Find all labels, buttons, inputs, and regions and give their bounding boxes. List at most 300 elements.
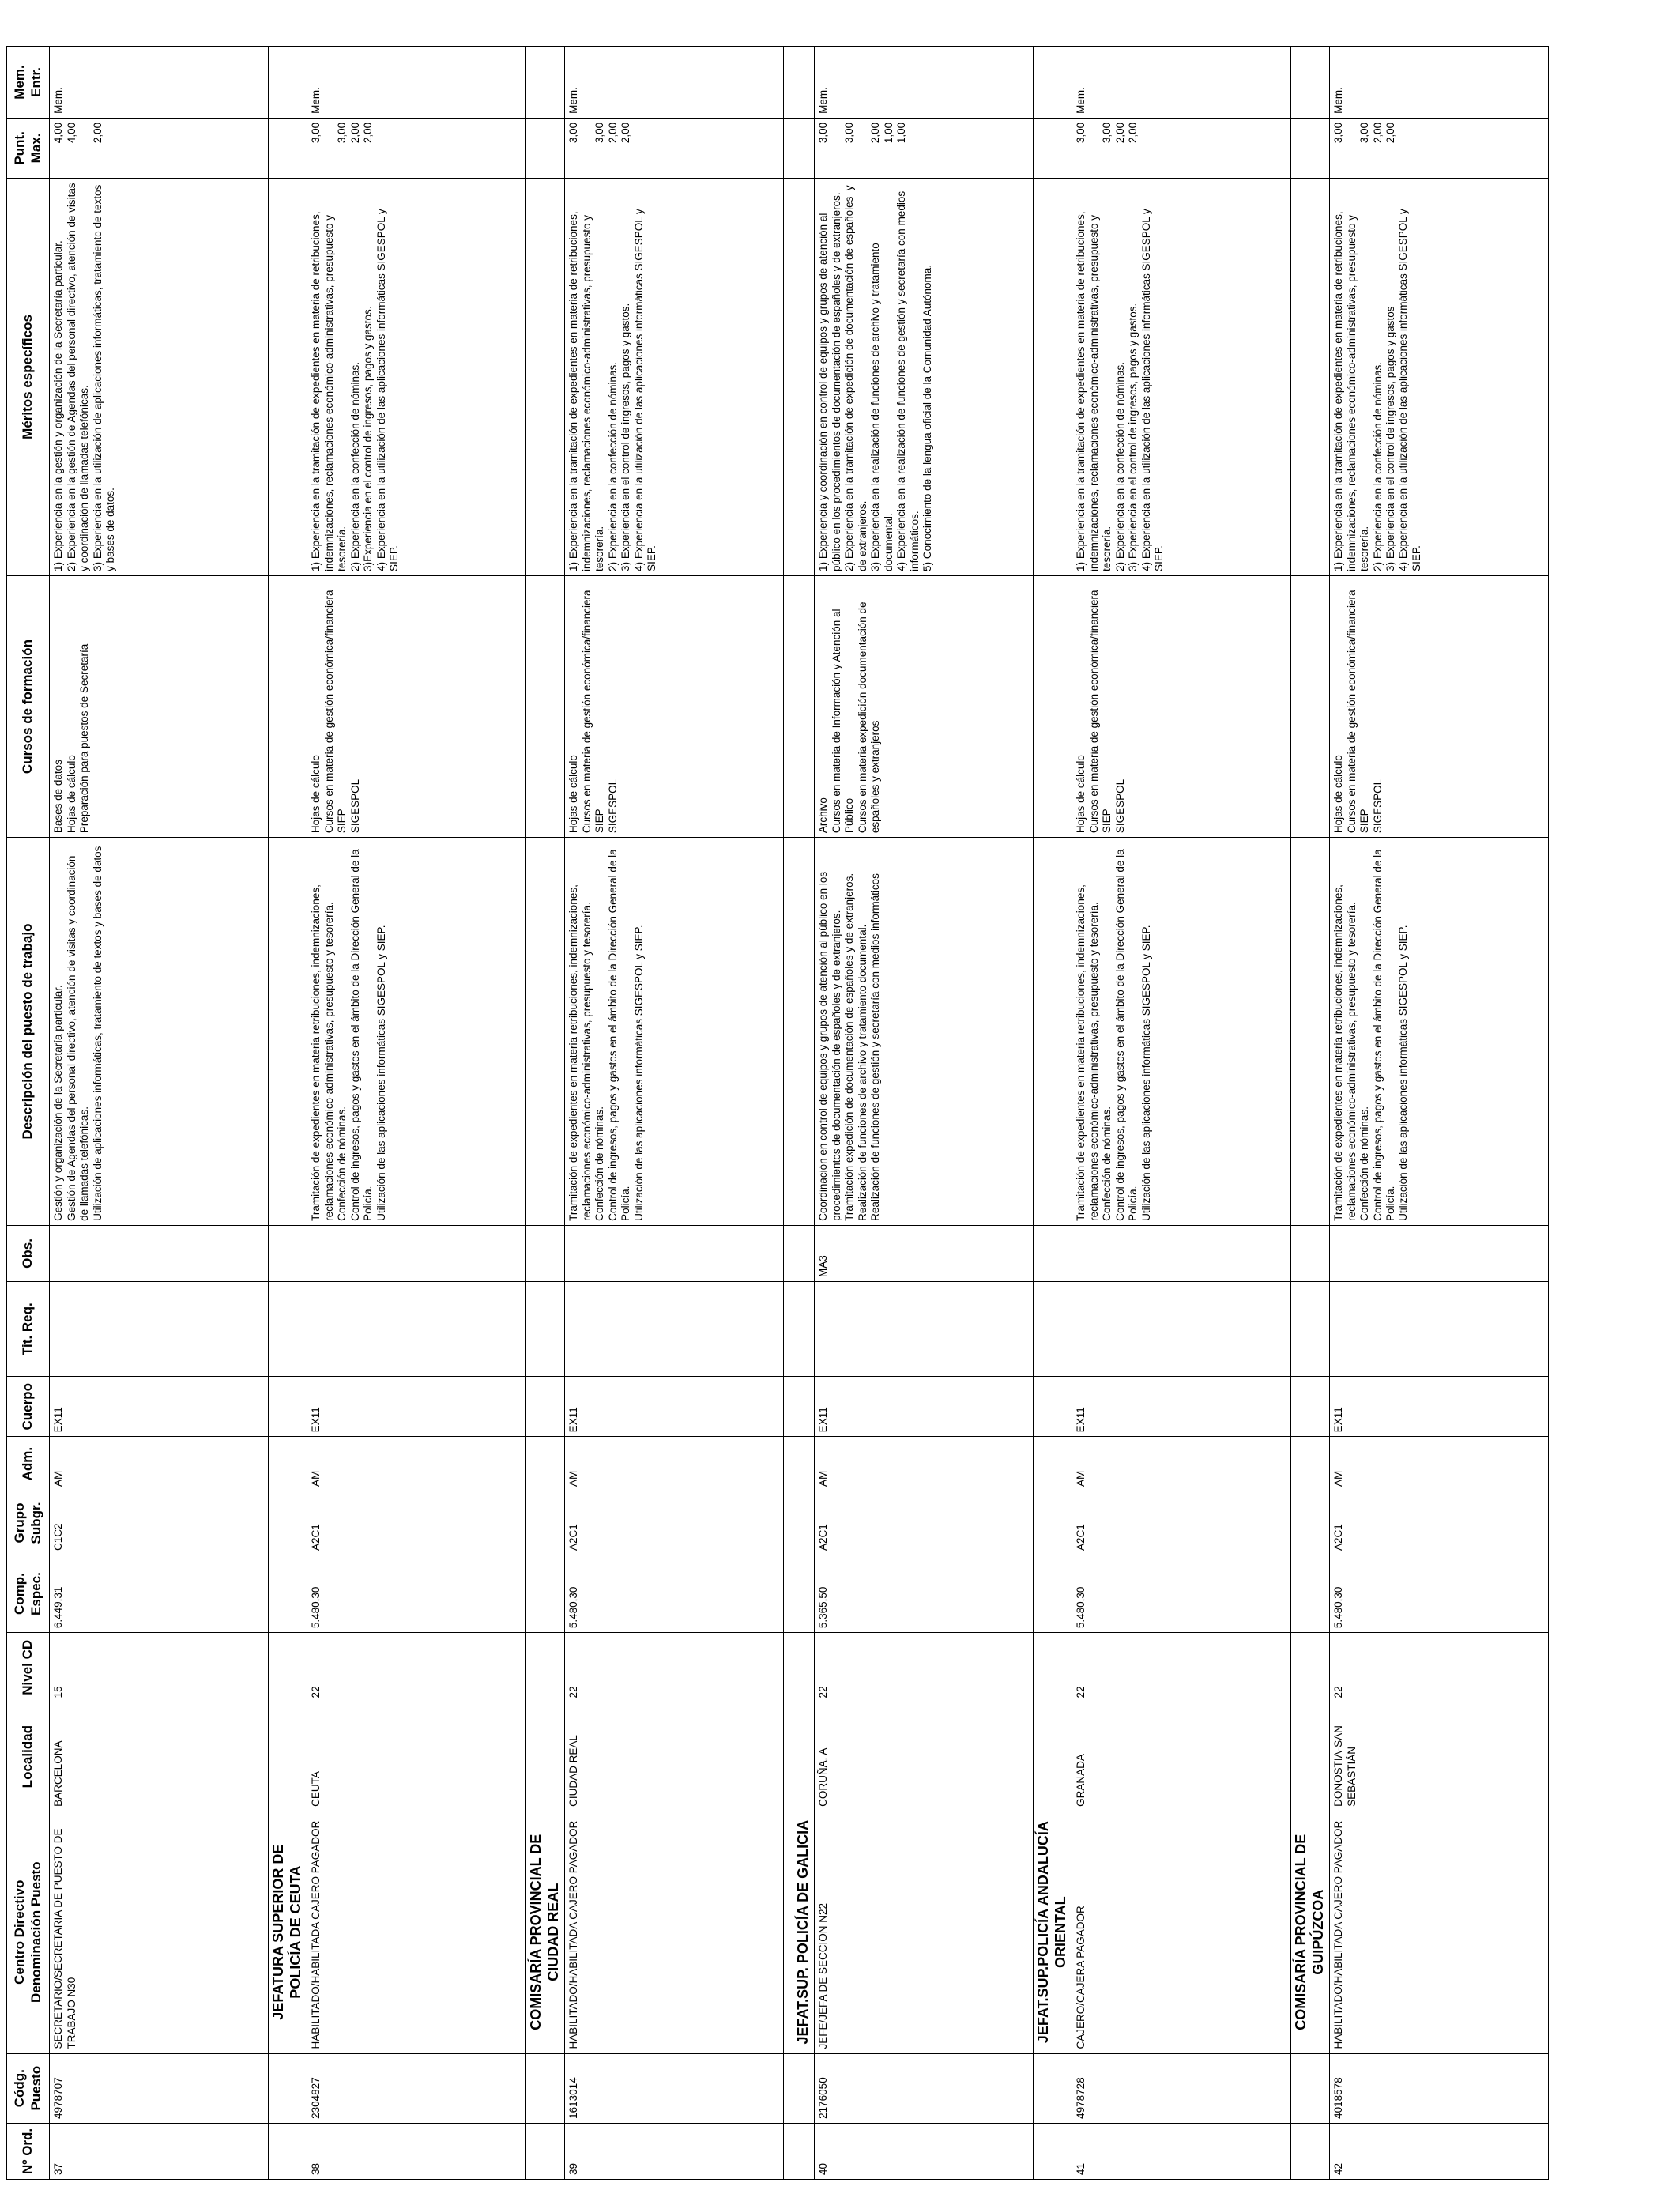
merito-line: 3)Experiencia en el control de ingresos, pagos y gastos. — [362, 306, 375, 571]
curso-line: Hojas de cálculo — [310, 755, 322, 834]
section-empty-cell — [1034, 838, 1072, 1226]
section-empty-cell — [526, 838, 565, 1226]
complemento-cell: 5.365,50 — [815, 1555, 1034, 1632]
localidad-cell: CIUDAD REAL — [565, 1702, 784, 1811]
denominacion-cell: SECRETARIO/SECRETARIA DE PUESTO DE TRABAJO N30 — [50, 1811, 269, 2053]
section-empty-cell — [269, 1225, 307, 1281]
header-obs: Obs. — [7, 1225, 50, 1281]
section-empty-cell — [1034, 1282, 1072, 1377]
section-empty-cell — [784, 178, 815, 575]
puntos-cell — [50, 118, 269, 178]
section-title: JEFAT.SUP. POLICÍA DE GALICIA — [784, 1811, 815, 2053]
section-empty-cell — [784, 575, 815, 837]
section-empty-cell — [526, 118, 565, 178]
curso-line: SIGESPOL — [606, 778, 619, 834]
descripcion-cell — [1072, 838, 1291, 1226]
adm-cell: AM — [815, 1437, 1034, 1491]
punto-value: 2,00 — [620, 122, 632, 144]
section-empty-cell — [269, 2123, 307, 2179]
cuerpo-cell: EX11 — [815, 1377, 1034, 1437]
descripcion-line: Utilización de las aplicaciones informáticas SIGESPOL y SIEP. — [632, 925, 645, 1221]
grupo-cell: C1C2 — [50, 1491, 269, 1555]
denominacion-cell: CAJERO/CAJERA PAGADOR — [1072, 1811, 1291, 2053]
punto-value: 4,00 — [52, 122, 65, 144]
section-row — [784, 47, 815, 2180]
section-empty-cell — [784, 1225, 815, 1281]
localidad-cell: GRANADA — [1072, 1702, 1291, 1811]
descripcion-cell — [815, 838, 1034, 1226]
descripcion-line: Gestión de Agendas del personal directivo, atención de visitas y coordinación de llamadas telefónicas. — [65, 852, 91, 1221]
descripcion-line: Confección de nóminas. — [1358, 1106, 1371, 1221]
descripcion-line: Gestión y organización de la Secretaría particular. — [52, 985, 65, 1221]
punto-value: 3,00 — [567, 122, 580, 144]
section-empty-cell — [269, 575, 307, 837]
curso-line: Hojas de cálculo — [567, 755, 580, 834]
descripcion-line: Utilización de las aplicaciones informáticas SIGESPOL y SIEP. — [375, 925, 387, 1221]
section-empty-cell — [1291, 178, 1330, 575]
grupo-cell: A2C1 — [1072, 1491, 1291, 1555]
section-empty-cell — [269, 1282, 307, 1377]
section-row — [269, 47, 307, 2180]
section-empty-cell — [1291, 2053, 1330, 2123]
titulacion-cell — [1072, 1282, 1291, 1377]
curso-line: Hojas de cálculo — [65, 755, 77, 834]
punto-value: 2,00 — [1127, 122, 1139, 144]
section-empty-cell — [1034, 1555, 1072, 1632]
table-row — [1330, 47, 1549, 2180]
punto-value: 3,00 — [843, 122, 856, 144]
grupo-cell: A2C1 — [815, 1491, 1034, 1555]
section-empty-cell — [1291, 1633, 1330, 1702]
cursos-cell — [815, 575, 1034, 837]
orden-cell: 38 — [307, 2123, 526, 2179]
descripcion-line: Realización de funciones de archivo y tratamiento documental. — [856, 924, 868, 1221]
punto-value — [78, 123, 91, 174]
nivel-cell: 22 — [1330, 1633, 1549, 1702]
section-empty-cell — [784, 1702, 815, 1811]
section-empty-cell — [1291, 1491, 1330, 1555]
denominacion-cell: HABILITADO/HABILITADA CAJERO PAGADOR — [307, 1811, 526, 2053]
section-empty-cell — [1291, 2123, 1330, 2179]
punto-value: 2,00 — [362, 122, 375, 144]
denominacion-cell: HABILITADO/HABILITADA CAJERO PAGADOR — [565, 1811, 784, 2053]
curso-line: Hojas de cálculo — [1075, 755, 1087, 834]
denominacion-cell: HABILITADO/HABILITADA CAJERO PAGADOR — [1330, 1811, 1549, 2053]
section-title: JEFAT.SUP.POLICÍA ANDALUCÍA ORIENTAL — [1034, 1811, 1072, 2053]
obs-cell: MA3 — [815, 1225, 1034, 1281]
merito-line: 3) Experiencia en el control de ingresos, pagos y gastos. — [1127, 303, 1139, 571]
obs-cell — [1072, 1225, 1291, 1281]
merito-line: 3) Experiencia en la utilización de aplicaciones informáticas, tratamiento de textos y bases de datos. — [91, 181, 117, 571]
section-empty-cell — [526, 1555, 565, 1632]
meritos-cell — [815, 178, 1034, 575]
descripcion-line: Control de ingresos, pagos y gastos en el ámbito de la Dirección General de la Policía. — [348, 846, 375, 1221]
punto-value: 3,00 — [336, 122, 348, 144]
section-empty-cell — [1291, 1377, 1330, 1437]
section-empty-cell — [269, 1633, 307, 1702]
header-localidad: Localidad — [7, 1702, 50, 1811]
curso-line: Cursos en materia de Información y Atención al Público — [830, 605, 856, 834]
merito-line: 3) Experiencia en el control de ingresos, pagos y gastos. — [620, 303, 632, 571]
section-empty-cell — [526, 1633, 565, 1702]
merito-line: 1) Experiencia y coordinación en control de equipos y grupos de atención al público en los procedimientos de documentación de españoles y de extranjeros. — [817, 192, 842, 571]
localidad-cell: CORUÑA, A — [815, 1702, 1034, 1811]
section-empty-cell — [784, 1633, 815, 1702]
section-empty-cell — [526, 2123, 565, 2179]
punto-value — [323, 123, 336, 174]
section-empty-cell — [784, 2123, 815, 2179]
section-empty-cell — [784, 1491, 815, 1555]
descripcion-line: Realización de funciones de gestión y secretaría con medios informáticos — [869, 873, 882, 1221]
curso-line: Cursos en materia expedición documentación de españoles y extranjeros — [856, 598, 882, 834]
descripcion-line: Utilización de aplicaciones informáticas, tratamiento de textos y bases de datos — [91, 846, 104, 1221]
descripcion-cell — [307, 838, 526, 1226]
memoria-cell: Mem. — [565, 47, 784, 119]
header-comp: Comp. Espec. — [7, 1555, 50, 1632]
section-empty-cell — [1291, 1225, 1330, 1281]
section-empty-cell — [526, 1491, 565, 1555]
section-empty-cell — [526, 2053, 565, 2123]
codigo-cell: 2176050 — [815, 2053, 1034, 2123]
punto-value: 3,00 — [817, 122, 830, 144]
section-empty-cell — [526, 1702, 565, 1811]
cursos-cell — [307, 575, 526, 837]
titulacion-cell — [565, 1282, 784, 1377]
section-empty-cell — [1034, 1491, 1072, 1555]
header-row — [7, 47, 50, 2180]
section-empty-cell — [1034, 1225, 1072, 1281]
section-empty-cell — [784, 47, 815, 119]
descripcion-line: Control de ingresos, pagos y gastos en el ámbito de la Dirección General de la Policía. — [1371, 846, 1396, 1221]
cursos-cell — [565, 575, 784, 837]
obs-cell — [1330, 1225, 1549, 1281]
section-title: COMISARÍA PROVINCIAL DE CIUDAD REAL — [526, 1811, 565, 2053]
section-empty-cell — [784, 1282, 815, 1377]
header-puntos: Punt. Max. — [7, 118, 50, 178]
descripcion-line: Confección de nóminas. — [1101, 1106, 1113, 1221]
orden-cell: 41 — [1072, 2123, 1291, 2179]
codigo-cell: 4018578 — [1330, 2053, 1549, 2123]
orden-cell: 40 — [815, 2123, 1034, 2179]
nivel-cell: 22 — [1072, 1633, 1291, 1702]
table-row — [50, 47, 269, 2180]
section-empty-cell — [1291, 1437, 1330, 1491]
header-memoria: Mem. Entr. — [7, 47, 50, 119]
section-empty-cell — [784, 118, 815, 178]
section-empty-cell — [784, 1437, 815, 1491]
section-empty-cell — [1291, 838, 1330, 1226]
section-empty-cell — [784, 1377, 815, 1437]
punto-value: 1,00 — [882, 122, 895, 144]
job-posts-table — [6, 46, 1549, 2180]
section-empty-cell — [784, 1555, 815, 1632]
curso-line: Preparación para puestos de Secretaría — [78, 643, 91, 834]
punto-value — [831, 123, 843, 174]
orden-cell: 37 — [50, 2123, 269, 2179]
section-empty-cell — [1291, 47, 1330, 119]
complemento-cell: 5.480,30 — [307, 1555, 526, 1632]
localidad-cell: BARCELONA — [50, 1702, 269, 1811]
section-title: COMISARÍA PROVINCIAL DE GUIPÚZCOA — [1291, 1811, 1330, 2053]
section-empty-cell — [526, 575, 565, 837]
cursos-cell — [1072, 575, 1291, 837]
curso-line: SIEP — [1358, 809, 1371, 834]
cuerpo-cell: EX11 — [1072, 1377, 1291, 1437]
merito-line: 4) Experiencia en la utilización de las aplicaciones informáticas SIGESPOL y SIEP. — [375, 205, 401, 571]
section-empty-cell — [1034, 47, 1072, 119]
section-empty-cell — [1034, 2053, 1072, 2123]
section-empty-cell — [1034, 2123, 1072, 2179]
puntos-cell — [565, 118, 784, 178]
cuerpo-cell: EX11 — [307, 1377, 526, 1437]
section-empty-cell — [269, 1377, 307, 1437]
punto-value: 2,00 — [1371, 122, 1384, 144]
merito-line: 1) Experiencia en la tramitación de expedientes en materia de retribuciones, indemnizaciones, reclamaciones económico-administrativas, presupuesto y tesorería. — [567, 208, 606, 571]
denominacion-cell: JEFE/JEFA DE SECCION N22 — [815, 1811, 1034, 2053]
section-empty-cell — [1034, 1437, 1072, 1491]
descripcion-line: Confección de nóminas. — [336, 1106, 348, 1221]
curso-line: Bases de datos — [52, 760, 65, 834]
nivel-cell: 22 — [815, 1633, 1034, 1702]
merito-line: 4) Experiencia en la realización de funciones de gestión y secretaría con medios informáticos. — [895, 188, 921, 571]
orden-cell: 39 — [565, 2123, 784, 2179]
table-row — [565, 47, 784, 2180]
descripcion-cell — [1330, 838, 1549, 1226]
section-empty-cell — [269, 1555, 307, 1632]
descripcion-line: Control de ingresos, pagos y gastos en el ámbito de la Dirección General de la Policía. — [1113, 846, 1139, 1221]
section-empty-cell — [269, 118, 307, 178]
meritos-cell — [565, 178, 784, 575]
section-empty-cell — [269, 178, 307, 575]
section-empty-cell — [1034, 1633, 1072, 1702]
cuerpo-cell: EX11 — [50, 1377, 269, 1437]
section-empty-cell — [526, 1377, 565, 1437]
merito-line: 1) Experiencia en la tramitación de expedientes en materia de retribuciones, indemnizaciones, reclamaciones económico-administrativas, presupuesto y tesorería. — [310, 208, 348, 571]
nivel-cell: 22 — [307, 1633, 526, 1702]
obs-cell — [50, 1225, 269, 1281]
header-centro: Centro Directivo Denominación Puesto — [7, 1811, 50, 2053]
meritos-cell — [307, 178, 526, 575]
table-row — [1072, 47, 1291, 2180]
section-empty-cell — [1034, 575, 1072, 837]
memoria-cell: Mem. — [1072, 47, 1291, 119]
puntos-cell — [1072, 118, 1291, 178]
cursos-cell — [1330, 575, 1549, 837]
header-titulacion: Tit. Req. — [7, 1282, 50, 1377]
curso-line: SIEP — [336, 809, 348, 834]
titulacion-cell — [815, 1282, 1034, 1377]
descripcion-line: Tramitación de expedientes en materia retribuciones, indemnizaciones, reclamaciones económico-administrativas, presupuesto y tesorería. — [567, 881, 593, 1221]
obs-cell — [307, 1225, 526, 1281]
section-empty-cell — [269, 1437, 307, 1491]
punto-value: 3,00 — [1358, 122, 1371, 144]
adm-cell: AM — [307, 1437, 526, 1491]
header-orden: Nº Ord. — [7, 2123, 50, 2179]
punto-value: 2,00 — [606, 122, 619, 144]
curso-line: Hojas de cálculo — [1332, 755, 1345, 834]
codigo-cell: 2304827 — [307, 2053, 526, 2123]
punto-value — [581, 123, 593, 174]
punto-value — [1088, 123, 1101, 174]
header-codigo: Códg. Puesto — [7, 2053, 50, 2123]
punto-value: 3,00 — [1101, 122, 1113, 144]
complemento-cell: 5.480,30 — [565, 1555, 784, 1632]
titulacion-cell — [50, 1282, 269, 1377]
descripcion-line: Tramitación de expedientes en materia retribuciones, indemnizaciones, reclamaciones económico-administrativas, presupuesto y tesorería. — [1332, 881, 1358, 1221]
merito-line: 2) Experiencia en la confección de nóminas. — [348, 362, 361, 571]
section-empty-cell — [784, 838, 815, 1226]
titulacion-cell — [1330, 1282, 1549, 1377]
descripcion-line: Tramitación de expedientes en materia retribuciones, indemnizaciones, reclamaciones económico-administrativas, presupuesto y tesorería. — [1075, 881, 1100, 1221]
grupo-cell: A2C1 — [1330, 1491, 1549, 1555]
section-empty-cell — [1034, 178, 1072, 575]
meritos-cell — [1072, 178, 1291, 575]
complemento-cell: 6.449,31 — [50, 1555, 269, 1632]
header-cursos: Cursos de formación — [7, 575, 50, 837]
punto-value: 2,00 — [1384, 122, 1396, 144]
section-row — [1291, 47, 1330, 2180]
section-row — [526, 47, 565, 2180]
section-empty-cell — [526, 1437, 565, 1491]
cuerpo-cell: EX11 — [565, 1377, 784, 1437]
puntos-cell — [307, 118, 526, 178]
memoria-cell: Mem. — [1330, 47, 1549, 119]
section-empty-cell — [526, 47, 565, 119]
table-body — [50, 47, 1549, 2180]
adm-cell: AM — [50, 1437, 269, 1491]
merito-line: 3) Experiencia en la realización de funciones de archivo y tratamiento documental. — [869, 239, 895, 571]
merito-line: 1) Experiencia en la tramitación de expedientes en materia de retribuciones, indemnizaciones, reclamaciones económico-administrativas, presupuesto y tesorería. — [1332, 208, 1371, 571]
descripcion-line: Tramitación expedición de documentación de españoles y de extranjeros. — [843, 873, 856, 1221]
merito-line: 4) Experiencia en la utilización de las aplicaciones informáticas SIGESPOL y SIEP. — [1397, 205, 1422, 571]
descripcion-cell — [50, 838, 269, 1226]
merito-line: 2) Experiencia en la confección de nóminas. — [1113, 362, 1126, 571]
descripcion-line: Coordinación en control de equipos y grupos de atención al público en los procedimientos de documentación de españoles y de extranjeros. — [817, 869, 842, 1221]
complemento-cell: 5.480,30 — [1072, 1555, 1291, 1632]
section-row — [1034, 47, 1072, 2180]
titulacion-cell — [307, 1282, 526, 1377]
grupo-cell: A2C1 — [307, 1491, 526, 1555]
complemento-cell: 5.480,30 — [1330, 1555, 1549, 1632]
section-empty-cell — [526, 1225, 565, 1281]
section-empty-cell — [1034, 1377, 1072, 1437]
merito-line: 5) Conocimiento de la lengua oficial de la Comunidad Autónoma. — [921, 264, 934, 571]
merito-line: 2) Experiencia en la tramitación de expedición de documentación de españoles y de extranjeros. — [843, 182, 868, 571]
table-row — [815, 47, 1034, 2180]
punto-value — [1346, 123, 1358, 174]
curso-line: SIGESPOL — [348, 778, 361, 834]
section-empty-cell — [269, 1702, 307, 1811]
curso-line: SIGESPOL — [1371, 778, 1384, 834]
descripcion-cell — [565, 838, 784, 1226]
section-empty-cell — [1291, 1282, 1330, 1377]
section-empty-cell — [1291, 575, 1330, 837]
curso-line: SIGESPOL — [1113, 778, 1126, 834]
localidad-cell: CEUTA — [307, 1702, 526, 1811]
section-empty-cell — [1291, 1555, 1330, 1632]
punto-value: 2,00 — [348, 122, 361, 144]
header-descripcion: Descripción del puesto de trabajo — [7, 838, 50, 1226]
curso-line: Cursos en materia de gestión económica/financiera — [1345, 590, 1358, 834]
section-empty-cell — [1291, 118, 1330, 178]
merito-line: 4) Experiencia en la utilización de las aplicaciones informáticas SIGESPOL y SIEP. — [1139, 205, 1165, 571]
table-row — [307, 47, 526, 2180]
section-empty-cell — [269, 838, 307, 1226]
codigo-cell: 4978707 — [50, 2053, 269, 2123]
section-empty-cell — [526, 178, 565, 575]
adm-cell: AM — [1072, 1437, 1291, 1491]
memoria-cell: Mem. — [307, 47, 526, 119]
curso-line: Cursos en materia de gestión económica/financiera — [322, 590, 335, 834]
meritos-cell — [50, 178, 269, 575]
section-empty-cell — [526, 1282, 565, 1377]
localidad-cell: DONOSTIA-SAN SEBASTIÁN — [1330, 1702, 1549, 1811]
section-empty-cell — [269, 2053, 307, 2123]
merito-line: 4) Experiencia en la utilización de las aplicaciones informáticas SIGESPOL y SIEP. — [632, 205, 658, 571]
obs-cell — [565, 1225, 784, 1281]
merito-line: 1) Experiencia en la tramitación de expedientes en materia de retribuciones, indemnizaciones, reclamaciones económico-administrativas, presupuesto y tesorería. — [1075, 208, 1113, 571]
header-grupo: Grupo Subgr. — [7, 1491, 50, 1555]
section-empty-cell — [1034, 118, 1072, 178]
punto-value: 2,00 — [91, 122, 104, 144]
punto-value — [857, 123, 869, 174]
orden-cell: 42 — [1330, 2123, 1549, 2179]
header-nivel: Nivel CD — [7, 1633, 50, 1702]
memoria-cell: Mem. — [50, 47, 269, 119]
descripcion-line: Tramitación de expedientes en materia retribuciones, indemnizaciones, reclamaciones económico-administrativas, presupuesto y tesorería. — [310, 881, 335, 1221]
puntos-cell — [1330, 118, 1549, 178]
punto-value: 1,00 — [895, 122, 908, 144]
nivel-cell: 15 — [50, 1633, 269, 1702]
merito-line: 2) Experiencia en la confección de nóminas. — [606, 362, 619, 571]
adm-cell: AM — [565, 1437, 784, 1491]
curso-line: SIEP — [593, 809, 606, 834]
header-cuerpo: Cuerpo — [7, 1377, 50, 1437]
header-adm: Adm. — [7, 1437, 50, 1491]
section-empty-cell — [269, 1491, 307, 1555]
merito-line: 2) Experiencia en la gestión de Agendas del personal directivo, atención de visitas y coordinación de llamadas telefónicas. — [65, 179, 91, 571]
merito-line: 1) Experiencia en la gestión y organización de la Secretaría particular. — [52, 240, 65, 571]
section-empty-cell — [784, 2053, 815, 2123]
cuerpo-cell: EX11 — [1330, 1377, 1549, 1437]
punto-value: 3,00 — [1075, 122, 1087, 144]
memoria-cell: Mem. — [815, 47, 1034, 119]
punto-value: 2,00 — [1113, 122, 1126, 144]
descripcion-line: Confección de nóminas. — [593, 1106, 606, 1221]
codigo-cell: 1613014 — [565, 2053, 784, 2123]
descripcion-line: Utilización de las aplicaciones informáticas SIGESPOL y SIEP. — [1397, 925, 1410, 1221]
punto-value: 2,00 — [869, 122, 882, 144]
codigo-cell: 4978728 — [1072, 2053, 1291, 2123]
section-empty-cell — [269, 47, 307, 119]
grupo-cell: A2C1 — [565, 1491, 784, 1555]
descripcion-line: Utilización de las aplicaciones informáticas SIGESPOL y SIEP. — [1139, 925, 1152, 1221]
punto-value: 3,00 — [593, 122, 606, 144]
curso-line: SIEP — [1101, 809, 1113, 834]
curso-line: Cursos en materia de gestión económica/financiera — [1087, 590, 1100, 834]
punto-value: 3,00 — [1332, 122, 1345, 144]
section-empty-cell — [1291, 1702, 1330, 1811]
merito-line: 2) Experiencia en la confección de nóminas. — [1371, 362, 1384, 571]
header-meritos: Méritos específicos — [7, 178, 50, 575]
adm-cell: AM — [1330, 1437, 1549, 1491]
cursos-cell — [50, 575, 269, 837]
puntos-cell — [815, 118, 1034, 178]
section-empty-cell — [1034, 1702, 1072, 1811]
curso-line: Archivo — [817, 797, 830, 834]
curso-line: Cursos en materia de gestión económica/financiera — [580, 590, 593, 834]
nivel-cell: 22 — [565, 1633, 784, 1702]
